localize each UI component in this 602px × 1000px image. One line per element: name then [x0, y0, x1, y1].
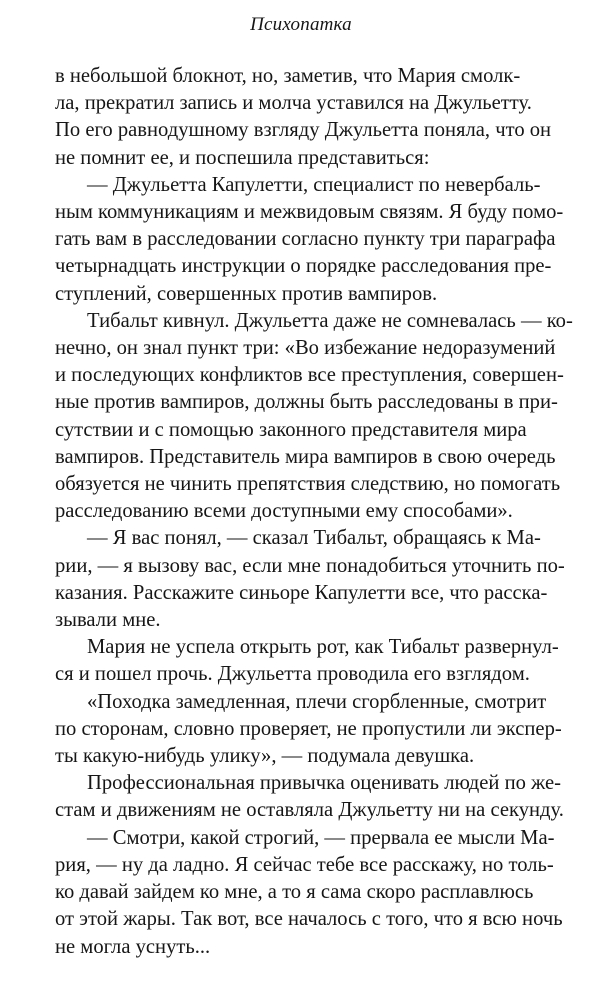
text-line: не помнит ее, и поспешила представиться:: [55, 146, 430, 169]
text-line: Тибальт кивнул. Джульетта даже не сомневалась — ко-: [87, 309, 573, 332]
text-line: казания. Расскажите синьоре Капулетти все, что расска-: [55, 581, 548, 604]
page-body-text: [55, 63, 573, 961]
text-line: «Походка замедленная, плечи сгорбленные, смотрит: [87, 690, 547, 713]
text-line: по сторонам, словно проверяет, не пропустили ли экспер-: [55, 717, 562, 740]
running-title: Психопатка: [250, 14, 352, 35]
text-line: в небольшой блокнот, но, заметив, что Мария смолк-: [55, 65, 521, 87]
text-line: Профессиональная привычка оценивать людей по же-: [87, 772, 562, 795]
text-line: стам и движениям не оставляла Джульетту ни на секунду.: [55, 799, 564, 822]
text-line: — Джульетта Капулетти, специалист по невербаль-: [87, 173, 541, 196]
text-line: рия, — ну да ладно. Я сейчас тебе все расскажу, но толь-: [55, 853, 554, 876]
text-line: ся и пошел прочь. Джульетта проводила его взглядом.: [55, 663, 530, 686]
text-line: не могла уснуть...: [55, 935, 211, 958]
text-line: ным коммуникациям и межвидовым связям. Я буду помо-: [55, 201, 564, 224]
text-line: По его равнодушному взгляду Джульетта поняла, что он: [55, 119, 552, 142]
text-line: вампиров. Представитель мира вампиров в свою очередь: [55, 445, 556, 468]
text-line: обязуется не чинить препятствия следствию, но помогать: [55, 473, 561, 496]
text-line: ные против вампиров, должны быть расследованы в при-: [55, 391, 558, 414]
text-line: ступлений, совершенных против вампиров.: [55, 282, 438, 305]
text-line: нечно, он знал пункт три: «Во избежание недоразумений: [55, 337, 556, 360]
text-line: — Я вас понял, — сказал Тибальт, обращаясь к Ма-: [87, 527, 541, 550]
text-line: и последующих конфликтов все преступления, совершен-: [55, 364, 564, 387]
text-line: — Смотри, какой строгий, — прервала ее мысли Ма-: [87, 826, 555, 849]
text-line: четырнадцать инструкции о порядке расследования пре-: [55, 255, 552, 278]
text-line: от этой жары. Так вот, все началось с того, что я всю ночь: [55, 908, 563, 931]
text-line: расследованию всеми доступными ему способами».: [55, 500, 513, 523]
text-line: сутствии и с помощью законного представителя мира: [55, 418, 527, 441]
text-line: зывали мне.: [55, 609, 161, 632]
text-line: гать вам в расследовании согласно пункту три параграфа: [55, 228, 556, 251]
text-line: ты какую-нибудь улику», — подумала девушка.: [55, 745, 475, 768]
text-line: ко давай зайдем ко мне, а то я сама скоро расплавлюсь: [55, 881, 534, 904]
text-line: рии, — я вызову вас, если мне понадобиться уточнить по-: [55, 554, 565, 577]
text-line: ла, прекратил запись и молча уставился на Джульетту.: [55, 92, 532, 115]
text-line: Мария не успела открыть рот, как Тибальт развернул-: [87, 636, 559, 659]
